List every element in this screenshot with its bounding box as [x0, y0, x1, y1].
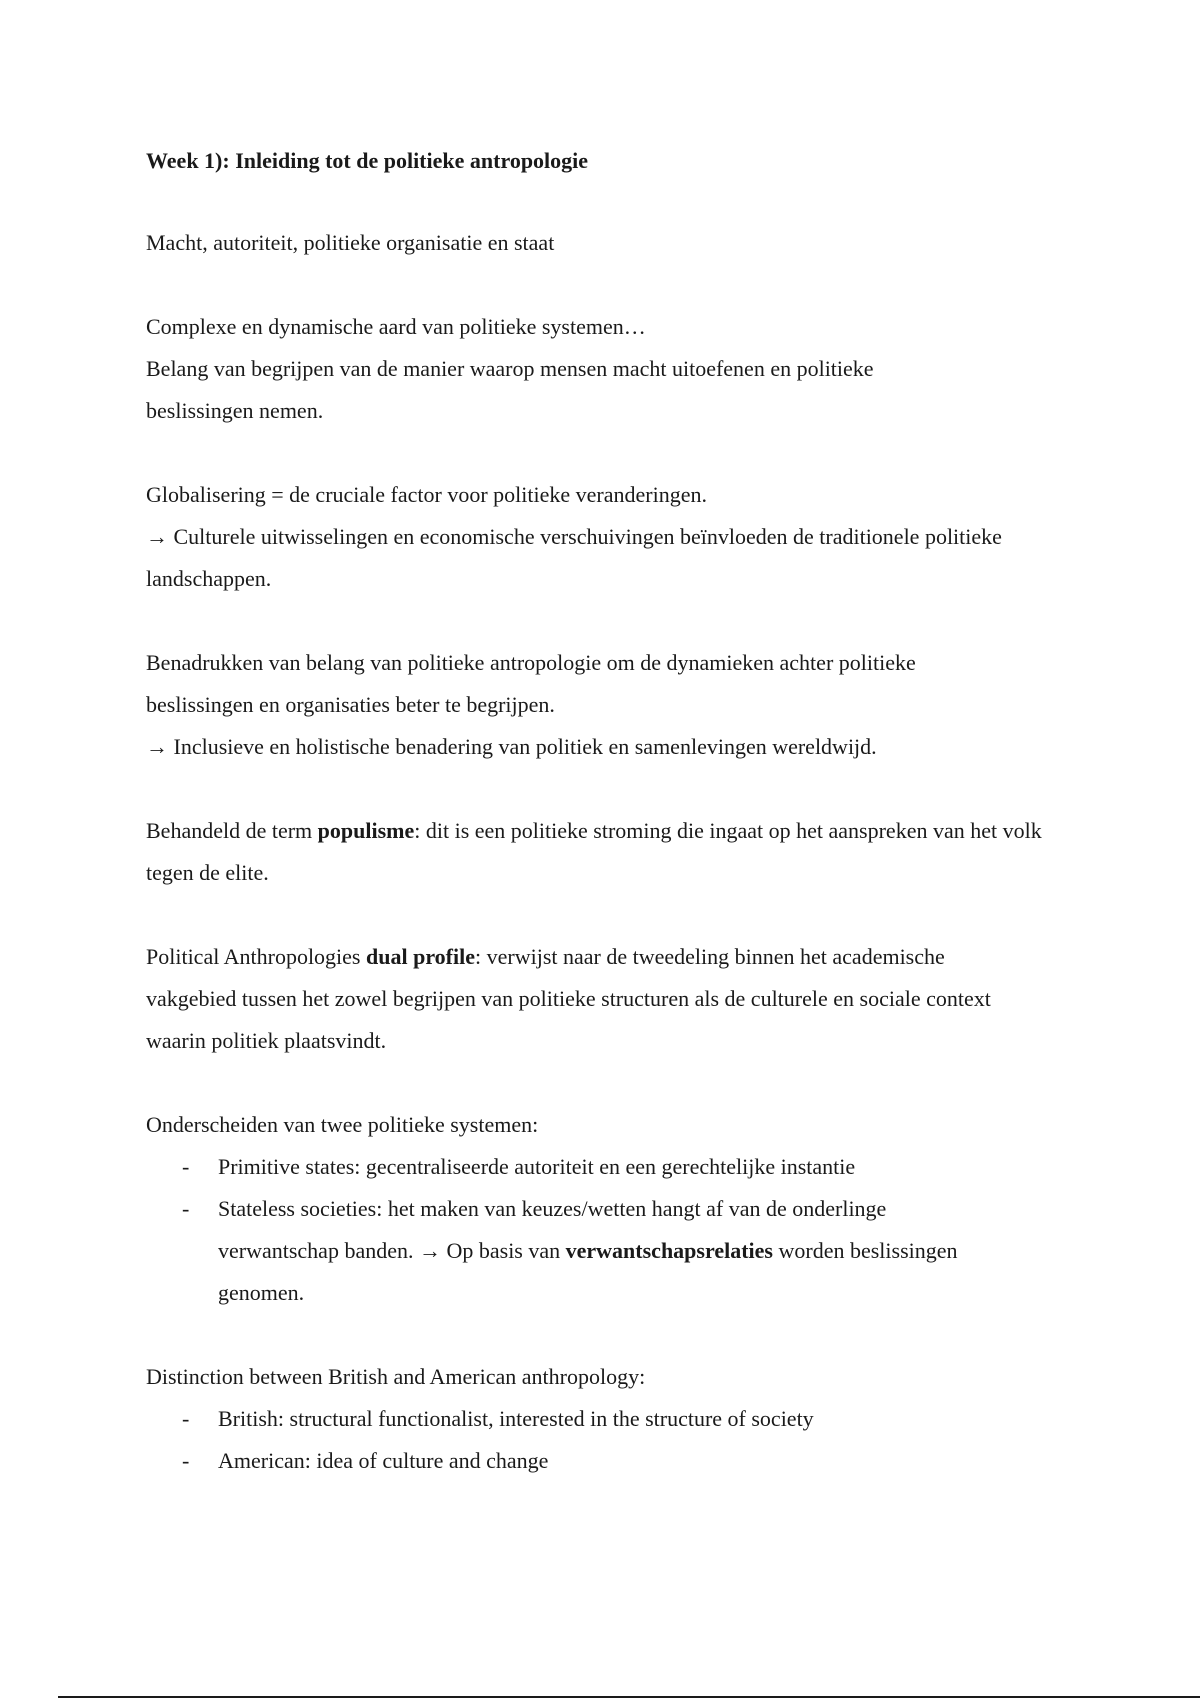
paragraph-importance [146, 642, 1066, 768]
list-item-text: worden beslissingen genomen. [218, 1238, 958, 1305]
subheading: Macht, autoriteit, politieke organisatie en staat [146, 230, 555, 255]
paragraph-line: → Inclusieve en holistische benadering van politiek en samenlevingen wereldwijd. [146, 734, 877, 759]
spacer [146, 182, 1066, 222]
paragraph-dual-profile [146, 936, 1026, 1062]
term-kinship: verwantschapsrelaties [565, 1238, 773, 1263]
section-distinction [146, 1356, 1066, 1482]
list-item-text: Primitive states: gecentraliseerde autoriteit en een gerechtelijke instantie [218, 1154, 856, 1179]
dash-bullet: - [182, 1196, 190, 1221]
list-item-text: Stateless societies: het maken van keuzes/wetten hangt af van de onderlinge verwantschap banden. → Op basis van [218, 1196, 887, 1263]
distinction-list [146, 1398, 1066, 1482]
spacer [146, 600, 1066, 642]
spacer [146, 1062, 1066, 1104]
document-page [146, 140, 1066, 1482]
list-item [146, 1188, 978, 1314]
dash-bullet: - [182, 1406, 190, 1431]
list-item-text: British: structural functionalist, interested in the structure of society [218, 1406, 814, 1431]
list-item [146, 1440, 1066, 1482]
spacer [146, 264, 1066, 306]
list-intro: Distinction between British and American anthropology: [146, 1364, 646, 1389]
paragraph-line: Globalisering = de cruciale factor voor politieke veranderingen. [146, 482, 707, 507]
systems-list [146, 1146, 1066, 1314]
list-intro: Onderscheiden van twee politieke systemen: [146, 1112, 539, 1137]
list-item-text: American: idea of culture and change [218, 1448, 549, 1473]
spacer [146, 432, 1066, 474]
page-title: Week 1): Inleiding tot de politieke antropologie [146, 148, 589, 173]
section-political-systems [146, 1104, 1066, 1314]
paragraph-complexity [146, 306, 1066, 432]
paragraph-globalisation [146, 474, 1066, 600]
spacer [146, 894, 1066, 936]
text-run: Political Anthropologies [146, 944, 366, 969]
paragraph-populism [146, 810, 1066, 894]
paragraph-line: → Culturele uitwisselingen en economische verschuivingen beïnvloeden de traditionele politieke landschappen. [146, 524, 1002, 591]
list-item [146, 1146, 1066, 1188]
dash-bullet: - [182, 1154, 190, 1179]
spacer [146, 1314, 1066, 1356]
paragraph-line: Complexe en dynamische aard van politieke systemen… [146, 314, 646, 339]
term-populism: populisme [317, 818, 415, 843]
paragraph-line: Belang van begrijpen van de manier waarop mensen macht uitoefenen en politieke beslissingen nemen. [146, 356, 874, 423]
page-bottom-rule [58, 1696, 1200, 1698]
text-run: Behandeld de term [146, 818, 318, 843]
paragraph-line: Benadrukken van belang van politieke antropologie om de dynamieken achter politieke beslissingen en organisaties beter te begrijpen. [146, 650, 916, 717]
spacer [146, 768, 1066, 810]
term-dual-profile: dual profile [366, 944, 476, 969]
text-run: : dit is een politieke stroming die ingaat op het aanspreken van het volk tegen de elite. [146, 818, 1042, 885]
text-run: : verwijst naar de tweedeling binnen het academische vakgebied tussen het zowel begrijpen van politieke structuren als de culturele en sociale context waarin politiek plaatsvindt. [146, 944, 991, 1053]
list-item [146, 1398, 1066, 1440]
dash-bullet: - [182, 1448, 190, 1473]
